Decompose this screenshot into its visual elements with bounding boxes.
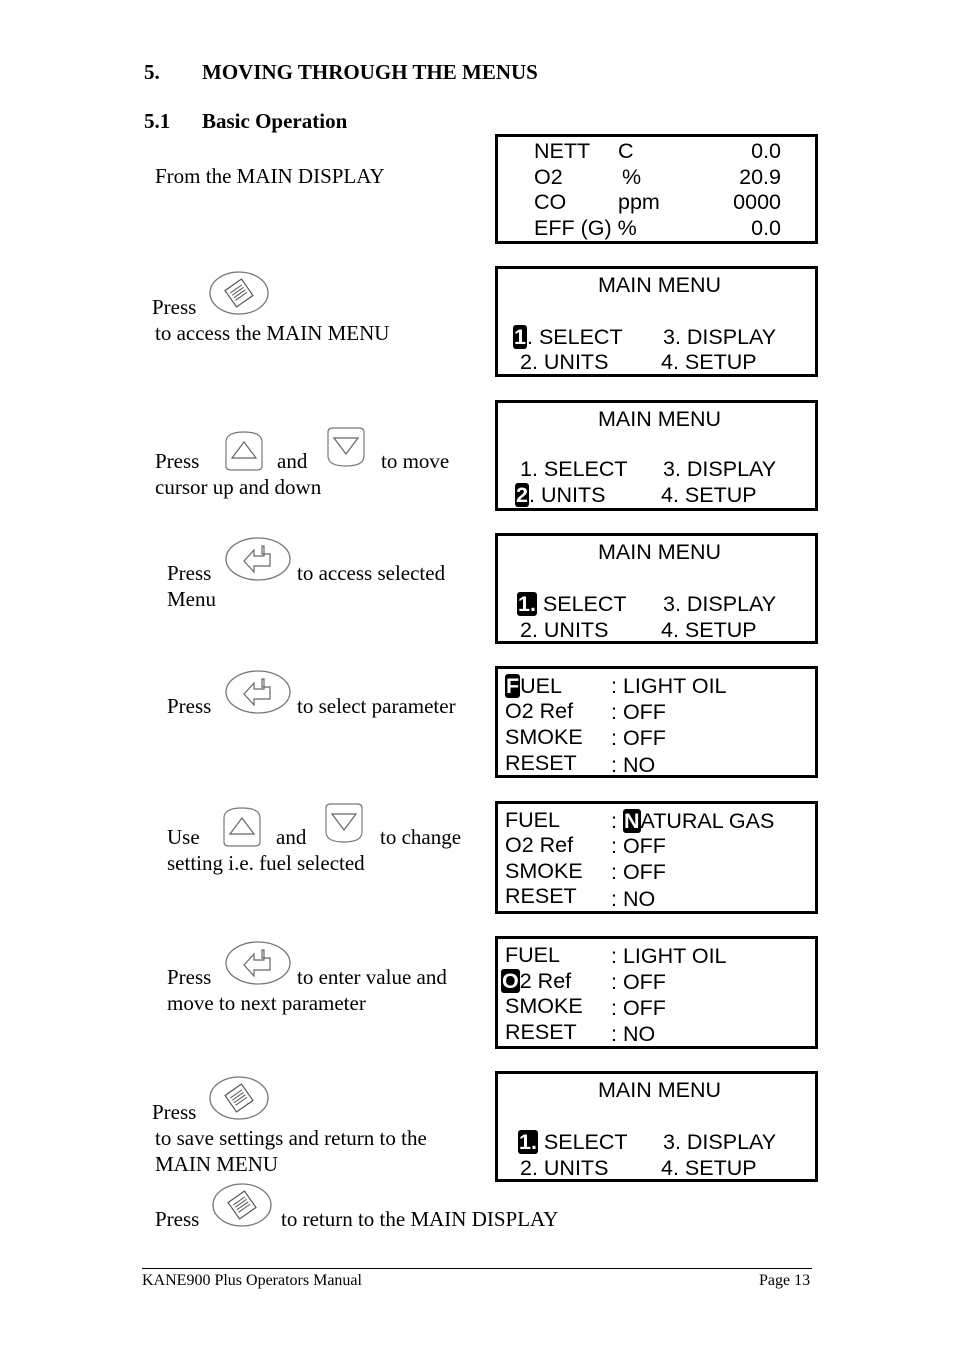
param-reset-value: : NO (611, 753, 656, 777)
menu-item-display: 3. DISPLAY (663, 592, 777, 616)
param-smoke: SMOKE (505, 994, 583, 1018)
step7-line2: move to next parameter (167, 991, 366, 1015)
param-reset-value: : NO (611, 1022, 656, 1046)
step6-use: Use (167, 825, 200, 849)
section-title: MOVING THROUGH THE MENUS (202, 60, 538, 84)
param-o2ref: O2 Ref (505, 699, 574, 723)
param-reset: RESET (505, 884, 577, 908)
menu-item-select: 1. SELECT (518, 592, 627, 616)
param-o2ref-value: : OFF (611, 834, 666, 858)
step5-tail: to select parameter (297, 694, 456, 718)
down-arrow-icon[interactable] (323, 802, 365, 846)
eff-label: EFF (G) % (534, 216, 637, 240)
step2-press: Press (152, 295, 197, 319)
cursor-highlight: N (623, 809, 640, 833)
menu-button-icon[interactable] (211, 1182, 273, 1228)
menu-item-select: 1. SELECT (514, 325, 623, 349)
footer-divider (142, 1268, 812, 1269)
o2-unit: % (622, 165, 642, 189)
menu-button-icon[interactable] (208, 270, 270, 316)
enter-button-icon[interactable] (224, 669, 292, 715)
co-value: 0000 (733, 190, 781, 214)
subsection-number: 5.1 (144, 109, 171, 133)
parameter-screen-1 (495, 666, 818, 778)
param-fuel-value: : LIGHT OIL (611, 944, 727, 968)
parameter-screen-3 (495, 936, 818, 1049)
step9-press: Press (155, 1207, 200, 1231)
step6-and: and (276, 825, 307, 849)
menu-item-setup: 4. SETUP (661, 1156, 757, 1180)
menu-title: MAIN MENU (598, 1078, 722, 1102)
step5-press: Press (167, 694, 212, 718)
step3-line2: cursor up and down (155, 475, 322, 499)
param-fuel: FUEL (506, 674, 562, 698)
menu-item-display: 3. DISPLAY (663, 325, 777, 349)
step4-line2: Menu (167, 587, 216, 611)
main-menu-screen-2 (495, 400, 818, 511)
parameter-screen-2 (495, 801, 818, 914)
up-arrow-icon[interactable] (223, 428, 265, 472)
step8-line2: to save settings and return to the (155, 1126, 427, 1150)
menu-item-select: 1. SELECT (520, 457, 628, 481)
param-smoke-value: : OFF (611, 726, 666, 750)
param-fuel-value: : NATURAL GAS (611, 809, 775, 833)
menu-item-units: 2. UNITS (516, 483, 606, 507)
step8-press: Press (152, 1100, 197, 1124)
param-o2ref: O2 Ref (505, 833, 574, 857)
param-reset-value: : NO (611, 887, 656, 911)
up-arrow-icon[interactable] (221, 804, 263, 848)
step4-tail: to access selected (297, 561, 446, 585)
cursor-highlight: 1. (518, 592, 536, 616)
step2-line2: to access the MAIN MENU (155, 321, 390, 345)
step6-line2: setting i.e. fuel selected (167, 851, 365, 875)
subsection-title: Basic Operation (202, 109, 348, 133)
param-reset: RESET (505, 751, 577, 775)
param-smoke: SMOKE (505, 725, 583, 749)
menu-item-setup: 4. SETUP (661, 618, 757, 642)
menu-item-units: 2. UNITS (520, 618, 609, 642)
main-menu-screen-4 (495, 1071, 818, 1182)
param-smoke-value: : OFF (611, 996, 666, 1020)
cursor-highlight: 1. (519, 1130, 537, 1154)
co-label: CO (534, 190, 567, 214)
menu-item-setup: 4. SETUP (661, 350, 757, 374)
menu-title: MAIN MENU (598, 540, 722, 564)
param-fuel-value: : LIGHT OIL (611, 674, 727, 698)
step8-line3: MAIN MENU (155, 1152, 279, 1176)
step1-text: From the MAIN DISPLAY (155, 164, 385, 188)
cursor-highlight: F (506, 674, 520, 698)
menu-button-icon[interactable] (208, 1075, 270, 1121)
param-reset: RESET (505, 1020, 577, 1044)
o2-value: 20.9 (739, 165, 781, 189)
nett-label: NETT (534, 139, 591, 163)
menu-title: MAIN MENU (598, 273, 722, 297)
section-number: 5. (144, 60, 160, 84)
menu-item-setup: 4. SETUP (661, 483, 757, 507)
co-unit: ppm (618, 190, 660, 214)
param-fuel: FUEL (505, 943, 560, 967)
enter-button-icon[interactable] (224, 536, 292, 582)
main-display-screen (495, 134, 818, 244)
step6-tail: to change (380, 825, 462, 849)
cursor-highlight: 1 (514, 325, 526, 349)
cursor-highlight: 2 (516, 483, 528, 507)
menu-item-units: 2. UNITS (520, 1156, 609, 1180)
menu-item-display: 3. DISPLAY (663, 457, 777, 481)
step7-press: Press (167, 965, 212, 989)
main-menu-screen-3 (495, 533, 818, 644)
step7-tail: to enter value and (297, 965, 447, 989)
step4-press: Press (167, 561, 212, 585)
param-smoke: SMOKE (505, 859, 583, 883)
down-arrow-icon[interactable] (325, 426, 367, 470)
step3-tail: to move (381, 449, 450, 473)
enter-button-icon[interactable] (224, 940, 292, 986)
step3-and: and (277, 449, 308, 473)
footer-manual-title: KANE900 Plus Operators Manual (142, 1272, 362, 1289)
cursor-highlight: O (502, 969, 519, 993)
footer-page-number: Page 13 (759, 1272, 811, 1289)
nett-unit: C (618, 139, 634, 163)
step3-press: Press (155, 449, 200, 473)
nett-value: 0.0 (751, 139, 781, 163)
menu-item-display: 3. DISPLAY (663, 1130, 777, 1154)
param-smoke-value: : OFF (611, 860, 666, 884)
menu-item-select: 1. SELECT (519, 1130, 628, 1154)
param-fuel: FUEL (505, 808, 560, 832)
menu-title: MAIN MENU (598, 407, 722, 431)
menu-item-units: 2. UNITS (520, 350, 609, 374)
o2-label: O2 (534, 165, 563, 189)
step9-tail: to return to the MAIN DISPLAY (281, 1207, 559, 1231)
param-o2ref-value: : OFF (611, 970, 666, 994)
eff-value: 0.0 (751, 216, 781, 240)
param-o2ref: O2 Ref (502, 969, 572, 993)
main-menu-screen-1 (495, 266, 818, 377)
param-o2ref-value: : OFF (611, 700, 666, 724)
